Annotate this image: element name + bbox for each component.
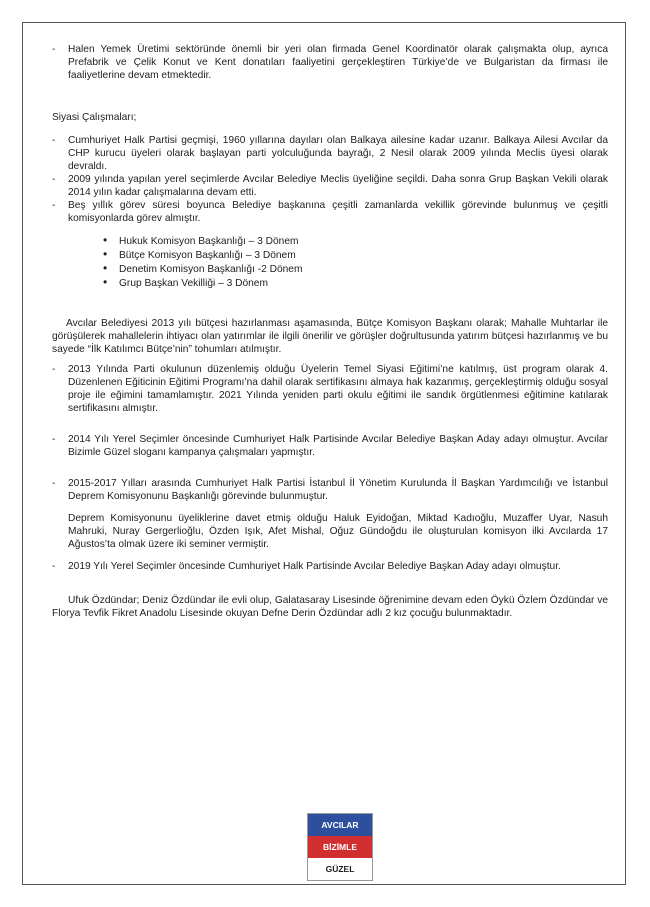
commission-item: • Denetim Komisyon Başkanlığı -2 Dönem <box>103 263 608 276</box>
political-item: - 2009 yılında yapılan yerel seçimlerde Avcılar Belediye Meclis üyeliğine seçildi. Daha sonra Grup Başkan Vekili olarak 2014 yılın kadar çalışmalarına devam etti. <box>52 173 608 199</box>
campaign-logo <box>307 813 373 881</box>
item-2013: - 2013 Yılında Parti okulunun düzenlemiş olduğu Üyelerin Temel Siyasi Eğitimi’ne katılmış, üst program olarak 4. Düzenlenen Eğiticinin Eğitimi Programı’na dahil olarak sertifikasını almaya hak kazanmış, gerçekleştirmiş olduğu sosyal proje ile eğimini tamamlamıştır. 2021 Yılında yeniden parti okulu eğitimi ile sandık örgütlenmesi eğitimine katılarak sertifikasını almıştır. <box>52 363 608 415</box>
item-2019: - 2019 Yılı Yerel Seçimler öncesinde Cumhuriyet Halk Partisinde Avcılar Belediye Başkan Aday adayı olmuştur. <box>52 560 608 573</box>
political-item: - Cumhuriyet Halk Partisi geçmişi, 1960 yıllarına dayıları olan Balkaya ailesine kadar uzanır. Balkaya Ailesi Avcılar da CHP kurucu üyeleri olarak başlayan parti yolculuğunda bayrağı, 2 Nesil olarak 2009 yılında Meclis üyesi olarak devraldı. <box>52 134 608 173</box>
logo-line-bizimle: BİZİMLE <box>308 836 372 858</box>
commission-item: • Bütçe Komisyon Başkanlığı – 3 Dönem <box>103 249 608 262</box>
document-page <box>22 22 626 885</box>
budget-paragraph: Avcılar Belediyesi 2013 yılı bütçesi hazırlanması aşamasında, Bütçe Komisyon Başkanı olarak; Mahalle Muhtarlar ile görüşülerek mahallelerin ihtiyacı olan yatırımlar ile ilgili önerilir ve görüşler doğrultusunda yatırım bütçesi hazırlanmış ve bu sayede “İlk Katılımcı Bütçe’nin” tohumları atılmıştır. <box>52 318 608 355</box>
political-item: - Beş yıllık görev süresi boyunca Belediye başkanına çeşitli zamanlarda vekillik görevinde bulunmuş ve çeşitli komisyonlarda görev almıştır. <box>52 199 608 225</box>
document-content <box>52 43 608 620</box>
item-2015: - 2015-2017 Yılları arasında Cumhuriyet Halk Partisi İstanbul İl Yönetim Kurulunda İl Başkan Yardımcılığı ve İstanbul Deprem Komisyonunu Başkanlığı görevinde bulunmuştur. <box>52 477 608 503</box>
section-heading-political: Siyasi Çalışmaları; <box>52 112 137 123</box>
item-2014: - 2014 Yılı Yerel Seçimler öncesinde Cumhuriyet Halk Partisinde Avcılar Belediye Başkan Aday adayı olmuştur. Avcılar Bizimle Güzel sloganı kampanya çalışmaları yapmıştır. <box>52 433 608 459</box>
earthquake-paragraph: Deprem Komisyonunu üyeliklerine davet etmiş olduğu Haluk Eyidoğan, Miktad Kadıoğlu, Muzaffer Uyar, Nasuh Mahruki, Nuray Gergerlioğlu, Özden Işık, Afet Mishal, Oğuz Gündoğdu ile oluşturulan komisyon ilki Avcılarda 17 Ağustos’ta olmak üzere iki seminer vermiştir. <box>68 513 608 550</box>
family-paragraph: Ufuk Özdündar; Deniz Özdündar ile evli olup, Galatasaray Lisesinde öğrenimine devam eden Öykü Özlem Özdündar ve Florya Tevfik Fikret Anadolu Lisesinde okuyan Defne Derin Özdündar adlı 2 kız çocuğu bulunmaktadır. <box>52 595 608 619</box>
commission-item: • Grup Başkan Vekilliği – 3 Dönem <box>103 277 608 290</box>
logo-line-guzel: GÜZEL <box>308 858 372 880</box>
commission-item: • Hukuk Komisyon Başkanlığı – 3 Dönem <box>103 235 608 248</box>
commission-list <box>103 235 608 290</box>
logo-line-avcilar: AVCILAR <box>308 814 372 836</box>
intro-item: - Halen Yemek Üretimi sektöründe önemli bir yeri olan firmada Genel Koordinatör olarak çalışmakta olup, ayrıca Prefabrik ve Çelik Konut ve Kent donatıları faaliyetini gerçekleştiren Türkiye’de ve Bulgaristan da firması ile faaliyetlerine devam etmektedir. <box>52 43 608 82</box>
